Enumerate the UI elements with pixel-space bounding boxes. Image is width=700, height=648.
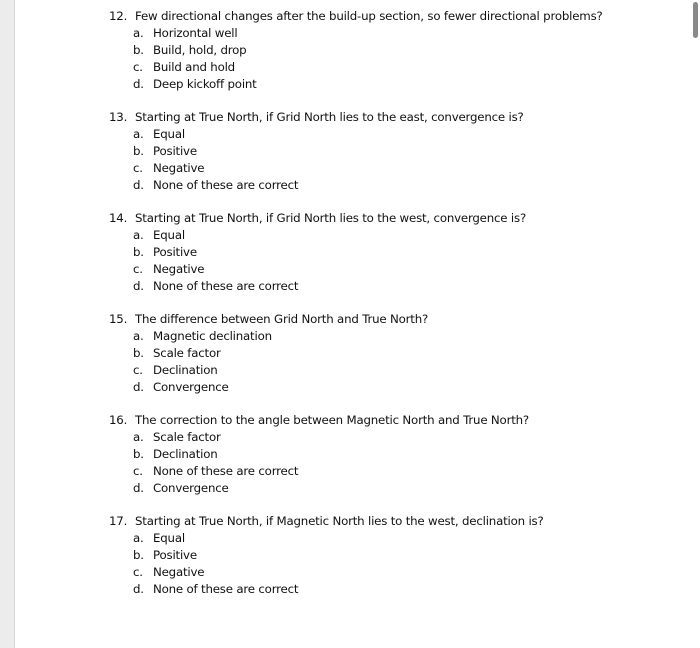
option-letter: b. — [133, 144, 144, 158]
option-text: None of these are correct — [153, 178, 299, 192]
question-number: 12. — [109, 9, 128, 23]
option-text: None of these are correct — [153, 464, 299, 478]
question-text: Few directional changes after the build-up section, so fewer directional problems? — [135, 9, 603, 23]
question-text: Starting at True North, if Magnetic North lies to the west, declination is? — [135, 514, 544, 528]
option-text: Negative — [153, 565, 205, 579]
option-text: Declination — [153, 363, 218, 377]
option-letter: c. — [133, 464, 143, 478]
option-text: Scale factor — [153, 346, 221, 360]
option-letter: b. — [133, 245, 144, 259]
option-letter: c. — [133, 363, 143, 377]
option-d — [15, 379, 675, 396]
question-text: The correction to the angle between Magnetic North and True North? — [135, 413, 529, 427]
option-c — [15, 564, 675, 581]
option-letter: a. — [133, 430, 144, 444]
question-text: Starting at True North, if Grid North lies to the east, convergence is? — [135, 110, 524, 124]
option-text: Equal — [153, 127, 185, 141]
option-text: None of these are correct — [153, 582, 299, 596]
option-letter: d. — [133, 178, 144, 192]
option-a — [15, 429, 675, 446]
option-text: Convergence — [153, 481, 229, 495]
option-d — [15, 76, 675, 93]
option-letter: a. — [133, 127, 144, 141]
option-text: Positive — [153, 548, 197, 562]
option-b — [15, 446, 675, 463]
vertical-scrollbar[interactable] — [693, 2, 698, 38]
option-text: Scale factor — [153, 430, 221, 444]
option-text: Negative — [153, 161, 205, 175]
option-letter: c. — [133, 161, 143, 175]
option-text: Horizontal well — [153, 26, 238, 40]
option-c — [15, 362, 675, 379]
question-stem — [15, 109, 675, 126]
option-a — [15, 25, 675, 42]
option-text: None of these are correct — [153, 279, 299, 293]
option-letter: c. — [133, 60, 143, 74]
option-letter: d. — [133, 380, 144, 394]
option-d — [15, 177, 675, 194]
option-text: Declination — [153, 447, 218, 461]
option-letter: b. — [133, 447, 144, 461]
question-number: 17. — [109, 514, 128, 528]
option-text: Convergence — [153, 380, 229, 394]
option-text: Positive — [153, 144, 197, 158]
option-letter: a. — [133, 531, 144, 545]
option-letter: c. — [133, 262, 143, 276]
option-letter: c. — [133, 565, 143, 579]
option-letter: a. — [133, 26, 144, 40]
option-b — [15, 547, 675, 564]
question-stem — [15, 311, 675, 328]
question-14 — [15, 210, 675, 295]
question-stem — [15, 412, 675, 429]
option-b — [15, 345, 675, 362]
question-text: The difference between Grid North and True North? — [135, 312, 429, 326]
option-text: Deep kickoff point — [153, 77, 257, 91]
option-text: Build and hold — [153, 60, 235, 74]
question-number: 13. — [109, 110, 128, 124]
option-c — [15, 261, 675, 278]
option-b — [15, 42, 675, 59]
option-letter: b. — [133, 346, 144, 360]
option-text: Equal — [153, 531, 185, 545]
option-letter: a. — [133, 228, 144, 242]
question-15 — [15, 311, 675, 396]
option-d — [15, 278, 675, 295]
document-page — [14, 0, 700, 648]
option-text: Build, hold, drop — [153, 43, 247, 57]
option-d — [15, 480, 675, 497]
option-d — [15, 581, 675, 598]
option-letter: d. — [133, 279, 144, 293]
question-number: 14. — [109, 211, 128, 225]
option-letter: d. — [133, 77, 144, 91]
question-stem — [15, 8, 675, 25]
option-letter: a. — [133, 329, 144, 343]
option-letter: d. — [133, 481, 144, 495]
option-letter: b. — [133, 548, 144, 562]
question-stem — [15, 210, 675, 227]
option-a — [15, 126, 675, 143]
question-12 — [15, 8, 675, 93]
option-text: Negative — [153, 262, 205, 276]
question-stem — [15, 513, 675, 530]
option-letter: d. — [133, 582, 144, 596]
option-a — [15, 227, 675, 244]
option-text: Magnetic declination — [153, 329, 272, 343]
question-17 — [15, 513, 675, 598]
question-text: Starting at True North, if Grid North lies to the west, convergence is? — [135, 211, 527, 225]
option-b — [15, 143, 675, 160]
option-b — [15, 244, 675, 261]
question-number: 15. — [109, 312, 128, 326]
option-c — [15, 59, 675, 76]
option-a — [15, 328, 675, 345]
option-c — [15, 160, 675, 177]
option-a — [15, 530, 675, 547]
question-13 — [15, 109, 675, 194]
question-16 — [15, 412, 675, 497]
option-text: Equal — [153, 228, 185, 242]
option-c — [15, 463, 675, 480]
question-number: 16. — [109, 413, 128, 427]
option-text: Positive — [153, 245, 197, 259]
option-letter: b. — [133, 43, 144, 57]
